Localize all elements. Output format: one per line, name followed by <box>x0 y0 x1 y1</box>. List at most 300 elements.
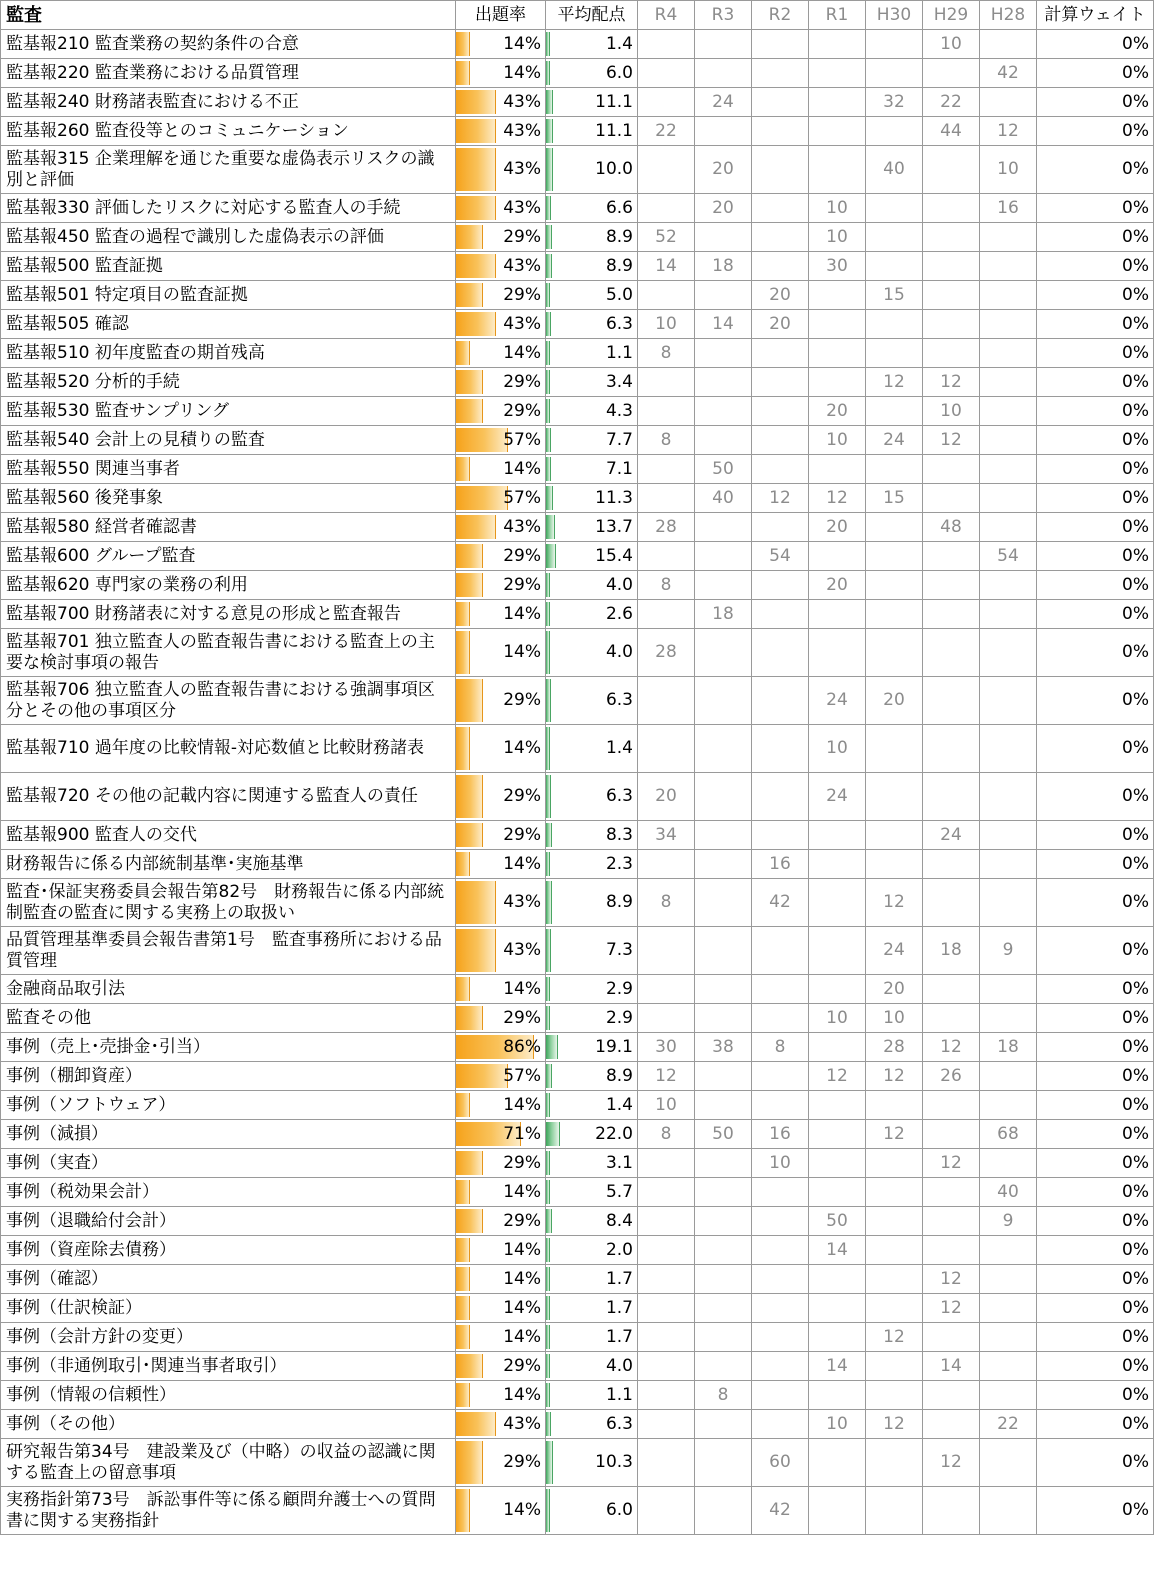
year-score <box>752 725 809 773</box>
avg-value: 10.3 <box>595 1452 633 1472</box>
avg-bar <box>546 1122 560 1146</box>
year-score: 8 <box>638 426 695 455</box>
year-score <box>866 1487 923 1535</box>
rate-cell <box>456 426 546 455</box>
year-score <box>980 1091 1037 1120</box>
table-row <box>1 927 1154 975</box>
rate-bar <box>456 1383 470 1407</box>
weight-value: 0% <box>1037 927 1154 975</box>
weight-value: 0% <box>1037 1323 1154 1352</box>
year-score <box>752 600 809 629</box>
year-score <box>866 821 923 850</box>
avg-cell <box>546 571 638 600</box>
table-row <box>1 368 1154 397</box>
year-score <box>695 571 752 600</box>
row-name: 品質管理基準委員会報告書第1号 監査事務所における品質管理 <box>1 927 456 975</box>
table-row <box>1 850 1154 879</box>
rate-value: 14% <box>503 1268 541 1289</box>
year-score: 12 <box>809 1062 866 1091</box>
rate-bar <box>456 775 483 818</box>
avg-value: 6.3 <box>605 1413 633 1434</box>
header-row <box>1 1 1154 30</box>
table-row <box>1 30 1154 59</box>
table-row <box>1 252 1154 281</box>
table-row <box>1 821 1154 850</box>
header-year-r3: R3 <box>695 1 752 30</box>
rate-cell <box>456 542 546 571</box>
rate-value: 14% <box>503 642 541 662</box>
year-score <box>752 1323 809 1352</box>
avg-bar <box>546 727 550 770</box>
avg-cell <box>546 88 638 117</box>
rate-value: 14% <box>503 978 541 999</box>
year-score: 20 <box>809 571 866 600</box>
year-score <box>695 725 752 773</box>
year-score <box>980 30 1037 59</box>
weight-value: 0% <box>1037 194 1154 223</box>
avg-cell <box>546 1091 638 1120</box>
year-score <box>638 1294 695 1323</box>
year-score <box>638 1410 695 1439</box>
rate-value: 43% <box>503 516 541 537</box>
year-score <box>866 1236 923 1265</box>
year-score <box>695 117 752 146</box>
table-row <box>1 117 1154 146</box>
year-score <box>923 1120 980 1149</box>
year-score <box>866 513 923 542</box>
avg-bar <box>546 370 550 394</box>
rate-cell <box>456 1265 546 1294</box>
year-score <box>923 194 980 223</box>
year-score <box>752 117 809 146</box>
year-score: 10 <box>980 146 1037 194</box>
rate-bar <box>456 148 496 191</box>
year-score <box>752 1381 809 1410</box>
avg-cell <box>546 310 638 339</box>
avg-cell <box>546 484 638 513</box>
year-score <box>809 455 866 484</box>
avg-cell <box>546 59 638 88</box>
header-title: 監査 <box>1 1 456 30</box>
year-score <box>752 146 809 194</box>
year-score: 54 <box>980 542 1037 571</box>
year-score: 10 <box>809 725 866 773</box>
rate-value: 29% <box>503 1452 541 1472</box>
year-score <box>695 975 752 1004</box>
avg-cell <box>546 339 638 368</box>
header-year-r4: R4 <box>638 1 695 30</box>
year-score <box>866 773 923 821</box>
rate-cell <box>456 1236 546 1265</box>
table-row <box>1 542 1154 571</box>
row-name: 監基報560 後発事象 <box>1 484 456 513</box>
year-score: 18 <box>695 600 752 629</box>
avg-cell <box>546 1062 638 1091</box>
rate-cell <box>456 281 546 310</box>
rate-cell <box>456 484 546 513</box>
year-score <box>980 571 1037 600</box>
year-score <box>695 1207 752 1236</box>
year-score: 8 <box>638 571 695 600</box>
weight-value: 0% <box>1037 1381 1154 1410</box>
row-name: 監基報710 過年度の比較情報-対応数値と比較財務諸表 <box>1 725 456 773</box>
year-score <box>866 1265 923 1294</box>
row-name: 事例（退職給付会計） <box>1 1207 456 1236</box>
year-score: 24 <box>866 927 923 975</box>
rate-value: 14% <box>503 853 541 874</box>
avg-value: 1.7 <box>605 1297 633 1318</box>
table-row <box>1 1149 1154 1178</box>
table-row <box>1 1178 1154 1207</box>
year-score <box>638 30 695 59</box>
avg-cell <box>546 542 638 571</box>
row-name: 事例（ソフトウェア） <box>1 1091 456 1120</box>
year-score <box>923 252 980 281</box>
year-score <box>809 281 866 310</box>
avg-value: 8.9 <box>605 1065 633 1086</box>
year-score <box>866 310 923 339</box>
year-score <box>638 484 695 513</box>
year-score: 12 <box>866 1410 923 1439</box>
avg-bar <box>546 977 550 1001</box>
row-name: 事例（情報の信頼性） <box>1 1381 456 1410</box>
year-score <box>752 975 809 1004</box>
year-score <box>866 30 923 59</box>
year-score <box>695 59 752 88</box>
year-score <box>638 1265 695 1294</box>
year-score: 10 <box>638 1091 695 1120</box>
row-name: 監基報260 監査役等とのコミュニケーション <box>1 117 456 146</box>
year-score: 8 <box>695 1381 752 1410</box>
year-score: 30 <box>809 252 866 281</box>
year-score <box>923 223 980 252</box>
year-score <box>638 146 695 194</box>
year-score <box>866 629 923 677</box>
year-score <box>923 281 980 310</box>
year-score <box>809 1033 866 1062</box>
avg-value: 4.0 <box>605 574 633 595</box>
year-score: 12 <box>923 1294 980 1323</box>
year-score: 12 <box>923 1033 980 1062</box>
table-row <box>1 59 1154 88</box>
year-score <box>638 59 695 88</box>
rate-bar <box>456 1209 483 1233</box>
rate-value: 14% <box>503 603 541 624</box>
weight-value: 0% <box>1037 1120 1154 1149</box>
year-score <box>638 368 695 397</box>
year-score: 12 <box>980 117 1037 146</box>
year-score: 14 <box>923 1352 980 1381</box>
year-score <box>923 146 980 194</box>
avg-value: 11.3 <box>595 487 633 508</box>
rate-bar <box>456 929 496 972</box>
row-name: 監基報520 分析的手続 <box>1 368 456 397</box>
year-score <box>809 88 866 117</box>
year-score <box>752 677 809 725</box>
year-score <box>638 1236 695 1265</box>
year-score: 24 <box>695 88 752 117</box>
rate-value: 57% <box>503 429 541 450</box>
weight-value: 0% <box>1037 975 1154 1004</box>
year-score <box>866 194 923 223</box>
rate-cell <box>456 1439 546 1487</box>
row-name: 監基報550 関連当事者 <box>1 455 456 484</box>
row-name: 監基報315 企業理解を通じた重要な虚偽表示リスクの識別と評価 <box>1 146 456 194</box>
year-score <box>638 88 695 117</box>
year-score: 12 <box>923 1265 980 1294</box>
avg-bar <box>546 1209 552 1233</box>
year-score: 8 <box>638 879 695 927</box>
year-score <box>923 725 980 773</box>
table-row <box>1 339 1154 368</box>
weight-value: 0% <box>1037 1487 1154 1535</box>
row-name: 事例（減損） <box>1 1120 456 1149</box>
year-score <box>980 1487 1037 1535</box>
year-score <box>695 1149 752 1178</box>
rate-cell <box>456 677 546 725</box>
year-score <box>752 1004 809 1033</box>
avg-bar <box>546 1441 553 1484</box>
year-score: 12 <box>866 1120 923 1149</box>
year-score <box>638 975 695 1004</box>
table-row <box>1 1487 1154 1535</box>
row-name: 監基報620 専門家の業務の利用 <box>1 571 456 600</box>
avg-cell <box>546 1207 638 1236</box>
year-score <box>695 223 752 252</box>
year-score: 28 <box>638 513 695 542</box>
year-score <box>752 629 809 677</box>
rate-cell <box>456 146 546 194</box>
row-name: 事例（実査） <box>1 1149 456 1178</box>
avg-value: 6.6 <box>605 197 633 218</box>
rate-value: 29% <box>503 371 541 392</box>
row-name: 監基報210 監査業務の契約条件の合意 <box>1 30 456 59</box>
year-score: 10 <box>809 1004 866 1033</box>
table-row <box>1 677 1154 725</box>
year-score <box>809 310 866 339</box>
rate-bar <box>456 631 470 674</box>
rate-bar <box>456 370 483 394</box>
avg-cell <box>546 426 638 455</box>
year-score <box>923 677 980 725</box>
year-score <box>695 1236 752 1265</box>
rate-bar <box>456 1412 496 1436</box>
year-score <box>752 455 809 484</box>
rate-bar <box>456 90 496 114</box>
year-score <box>809 1381 866 1410</box>
year-score: 16 <box>752 850 809 879</box>
weight-value: 0% <box>1037 677 1154 725</box>
avg-bar <box>546 225 552 249</box>
year-score <box>866 455 923 484</box>
year-score <box>809 1091 866 1120</box>
table-row <box>1 879 1154 927</box>
year-score: 34 <box>638 821 695 850</box>
weight-value: 0% <box>1037 59 1154 88</box>
year-score <box>695 513 752 542</box>
table-row <box>1 1410 1154 1439</box>
year-score <box>866 571 923 600</box>
year-score <box>638 281 695 310</box>
rate-cell <box>456 927 546 975</box>
year-score <box>980 1323 1037 1352</box>
rate-bar <box>456 977 470 1001</box>
rate-bar <box>456 32 470 56</box>
year-score <box>866 542 923 571</box>
year-score <box>866 600 923 629</box>
year-score: 24 <box>809 773 866 821</box>
rate-cell <box>456 117 546 146</box>
year-score <box>638 1439 695 1487</box>
rate-bar <box>456 225 483 249</box>
year-score <box>980 252 1037 281</box>
year-score: 68 <box>980 1120 1037 1149</box>
avg-cell <box>546 30 638 59</box>
table-row <box>1 310 1154 339</box>
year-score <box>695 629 752 677</box>
year-score: 28 <box>866 1033 923 1062</box>
year-score <box>752 339 809 368</box>
row-name: 実務指針第73号 訴訟事件等に係る顧問弁護士への質問書に関する実務指針 <box>1 1487 456 1535</box>
year-score <box>923 571 980 600</box>
year-score: 8 <box>638 1120 695 1149</box>
rate-bar <box>456 1180 470 1204</box>
rate-cell <box>456 30 546 59</box>
year-score <box>923 773 980 821</box>
rate-cell <box>456 1487 546 1535</box>
rate-value: 14% <box>503 62 541 83</box>
avg-bar <box>546 852 550 876</box>
year-score <box>980 339 1037 368</box>
weight-value: 0% <box>1037 821 1154 850</box>
rate-value: 14% <box>503 1181 541 1202</box>
weight-value: 0% <box>1037 223 1154 252</box>
year-score: 15 <box>866 281 923 310</box>
table-row <box>1 1352 1154 1381</box>
year-score <box>809 879 866 927</box>
avg-cell <box>546 1236 638 1265</box>
avg-value: 8.4 <box>605 1210 633 1231</box>
year-score <box>980 281 1037 310</box>
rate-cell <box>456 1033 546 1062</box>
rate-bar <box>456 119 496 143</box>
table-row <box>1 484 1154 513</box>
year-score: 12 <box>923 368 980 397</box>
rate-value: 43% <box>503 159 541 179</box>
avg-cell <box>546 821 638 850</box>
table-row <box>1 1062 1154 1091</box>
avg-cell <box>546 773 638 821</box>
year-score: 18 <box>695 252 752 281</box>
year-score: 10 <box>809 223 866 252</box>
avg-cell <box>546 146 638 194</box>
year-score: 20 <box>695 146 752 194</box>
year-score <box>752 1352 809 1381</box>
year-score <box>752 1178 809 1207</box>
row-name: 事例（税効果会計） <box>1 1178 456 1207</box>
rate-value: 71% <box>503 1123 541 1144</box>
year-score: 22 <box>923 88 980 117</box>
year-score <box>980 677 1037 725</box>
avg-value: 4.0 <box>605 642 633 662</box>
avg-value: 4.3 <box>605 400 633 421</box>
rate-value: 14% <box>503 1297 541 1318</box>
row-name: 監基報500 監査証拠 <box>1 252 456 281</box>
avg-bar <box>546 486 553 510</box>
year-score <box>866 1381 923 1410</box>
row-name: 事例（仕訳検証） <box>1 1294 456 1323</box>
year-score: 12 <box>866 879 923 927</box>
table-row <box>1 1091 1154 1120</box>
rate-bar <box>456 1006 483 1030</box>
rate-value: 29% <box>503 545 541 566</box>
avg-bar <box>546 254 552 278</box>
weight-value: 0% <box>1037 368 1154 397</box>
year-score <box>980 1004 1037 1033</box>
avg-bar <box>546 573 550 597</box>
year-score <box>695 368 752 397</box>
weight-value: 0% <box>1037 1439 1154 1487</box>
row-name: 監基報701 独立監査人の監査報告書における監査上の主要な検討事項の報告 <box>1 629 456 677</box>
weight-value: 0% <box>1037 1294 1154 1323</box>
year-score <box>752 426 809 455</box>
header-year-r1: R1 <box>809 1 866 30</box>
year-score <box>752 88 809 117</box>
rate-bar <box>456 823 483 847</box>
avg-cell <box>546 850 638 879</box>
year-score <box>980 1381 1037 1410</box>
avg-cell <box>546 252 638 281</box>
rate-bar <box>456 1354 483 1378</box>
row-name: 監基報220 監査業務における品質管理 <box>1 59 456 88</box>
rate-cell <box>456 59 546 88</box>
year-score <box>809 1265 866 1294</box>
avg-cell <box>546 1323 638 1352</box>
row-name: 事例（確認） <box>1 1265 456 1294</box>
table-row <box>1 146 1154 194</box>
year-score <box>638 194 695 223</box>
avg-bar <box>546 196 551 220</box>
year-score: 18 <box>980 1033 1037 1062</box>
year-score <box>638 600 695 629</box>
year-score <box>923 484 980 513</box>
row-name: 監基報240 財務諸表監査における不正 <box>1 88 456 117</box>
year-score: 12 <box>923 426 980 455</box>
rate-cell <box>456 1062 546 1091</box>
rate-bar <box>456 727 470 770</box>
rate-bar <box>456 881 496 924</box>
avg-value: 1.7 <box>605 1268 633 1289</box>
year-score <box>980 484 1037 513</box>
rate-bar <box>456 544 483 568</box>
weight-value: 0% <box>1037 88 1154 117</box>
avg-bar <box>546 1035 558 1059</box>
avg-cell <box>546 1178 638 1207</box>
year-score: 10 <box>809 1410 866 1439</box>
year-score <box>638 1487 695 1535</box>
year-score <box>980 1294 1037 1323</box>
year-score <box>809 975 866 1004</box>
year-score <box>752 368 809 397</box>
avg-bar <box>546 775 551 818</box>
year-score <box>695 850 752 879</box>
avg-bar <box>546 1325 550 1349</box>
weight-value: 0% <box>1037 629 1154 677</box>
rate-value: 14% <box>503 1326 541 1347</box>
table-row <box>1 397 1154 426</box>
row-name: 財務報告に係る内部統制基準･実施基準 <box>1 850 456 879</box>
weight-value: 0% <box>1037 1033 1154 1062</box>
